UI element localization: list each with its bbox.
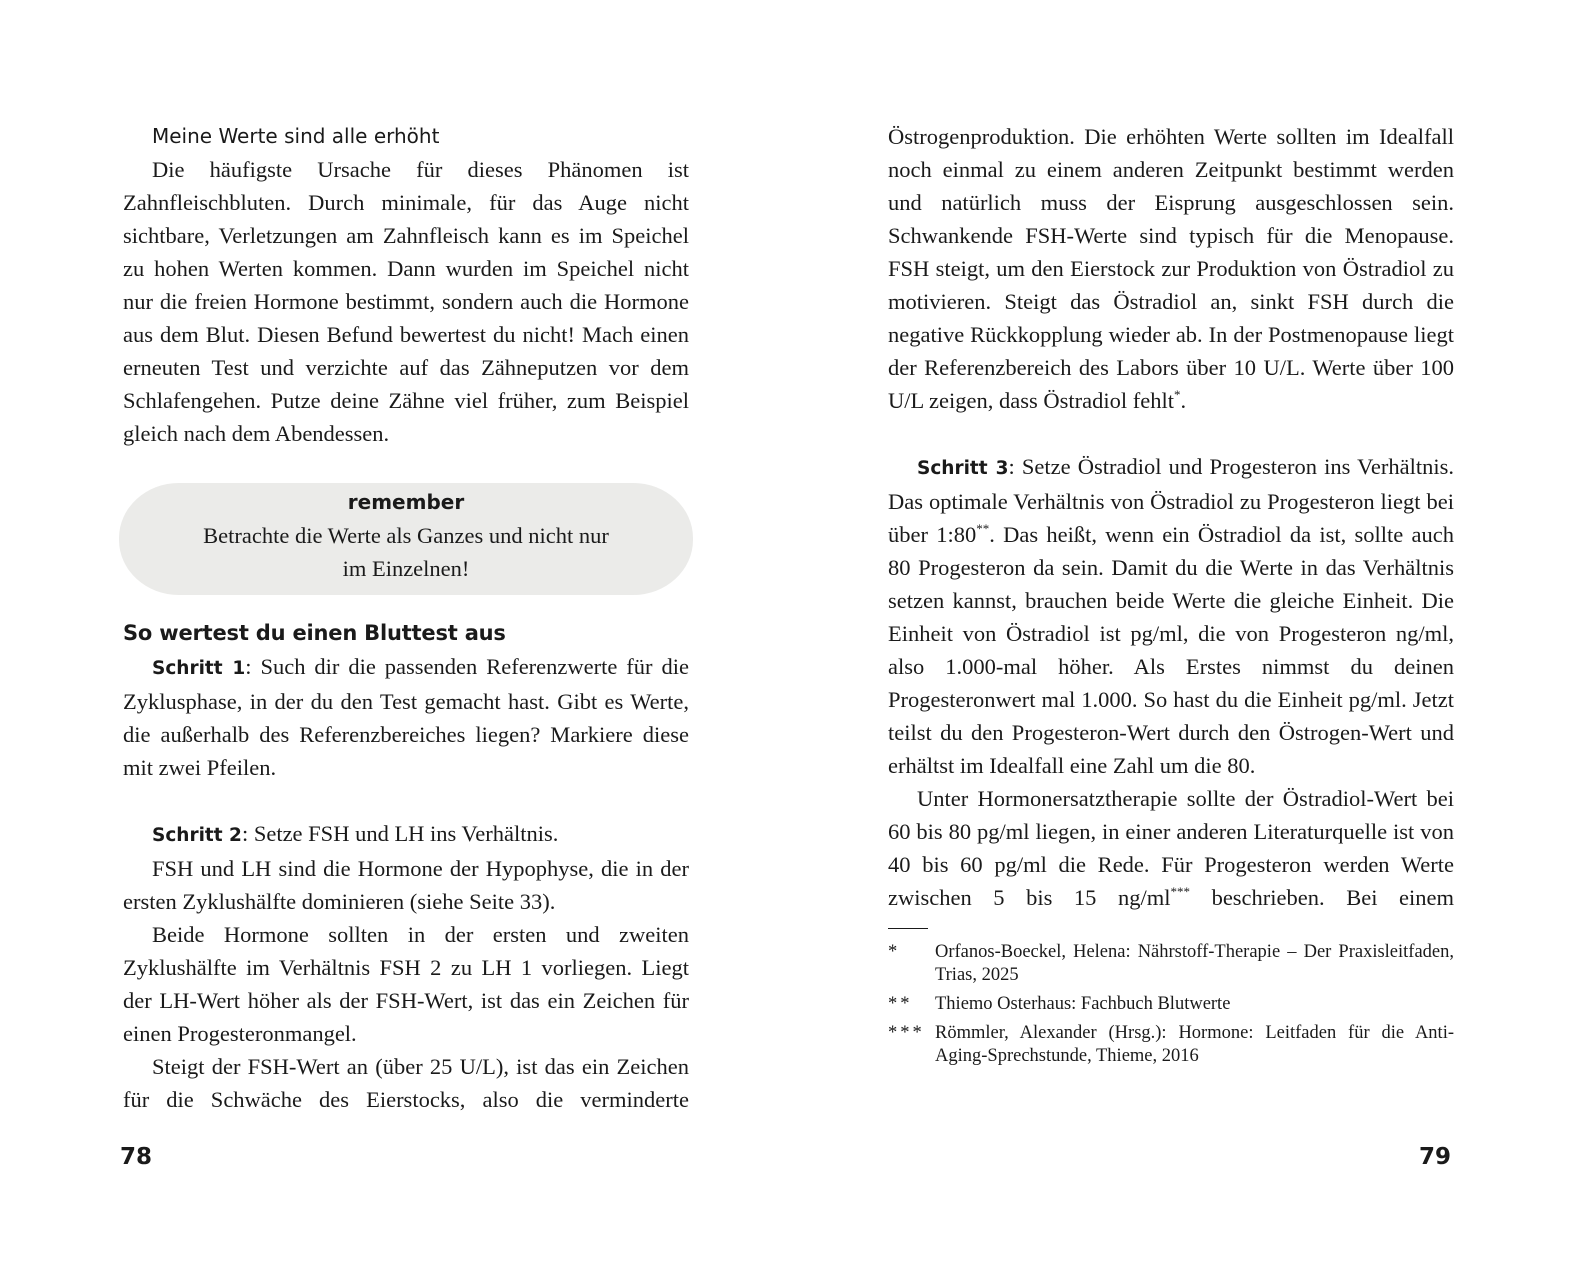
right-page [797,0,1594,1270]
footnote-3-text: Römmler, Alexander (Hrsg.): Hormone: Leitfaden für die Anti-Aging-Sprechstunde, Thieme, 2016 [935,1023,1454,1066]
remember-title: remember [347,490,465,514]
hrt-text-b: beschrieben. Bei einem [1190,885,1454,910]
left-text-column [123,120,689,1116]
subheading: Meine Werte sind alle erhöht [152,124,440,148]
footnote-2-text: Thiemo Osterhaus: Fachbuch Blutwerte [935,994,1231,1014]
remember-line-1: Betrachte die Werte als Ganzes und nicht nur [203,523,609,548]
footnote-divider [888,928,928,929]
continuation-text: Östrogenproduktion. Die erhöhten Werte sollten im Idealfall noch einmal zu einem anderen Zeitpunkt bestimmt werden und natürlich muss der Eisprung ausgeschlossen sein. Schwankende FSH-Werte sind typisch für die Menopause. FSH steigt, um den Eierstock zur Produktion von Östradiol zu motivieren. Steigt das Östradiol an, sinkt FSH durch die negative Rückkopplung wieder ab. In der Postmenopause liegt der Referenzbereich des Labors über 10 U/L. Werte über 100 U/L zeigen, dass Östradiol fehlt [888,124,1454,413]
step-3-text-a: : Setze Östradiol und Progesteron ins Verhältnis. Das optimale Verhältnis von Östradiol zu Progesteron liegt bei über 1:80 [888,454,1454,547]
footnote-2 [888,993,1454,1016]
footnote-ref-1: * [1173,387,1181,402]
footnote-1-mark: * [888,942,901,962]
remember-line-2: im Einzelnen! [342,556,470,581]
remember-box [119,483,693,595]
step-1-text: : Such dir die passenden Referenzwerte für die Zyklusphase, in der du den Test gemacht hast. Gibt es Werte, die außerhalb des Referenzbereiches liegen? Markiere diese mit zwei Pfeilen. [123,654,689,780]
paragraph-both-hormones: Beide Hormone sollten in der ersten und zweiten Zyklushälfte im Verhältnis FSH 2 zu LH 1 vorliegen. Liegt der LH-Wert höher als der FSH-Wert, ist das ein Zeichen für einen Progesteronmangel. [123,922,689,1046]
paragraph-fsh-rising: Steigt der FSH-Wert an (über 25 U/L), ist das ein Zeichen für die Schwäche des Eierstocks, also die verminderte [123,1054,689,1112]
footnote-3 [888,1022,1454,1068]
paragraph-gum-bleeding: Die häufigste Ursache für dieses Phänomen ist Zahnfleischbluten. Durch minimale, für das Auge nicht sichtbare, Verletzungen am Zahnfleisch kann es im Speichel zu hohen Werten kommen. Dann wurden im Speichel nicht nur die freien Hormone bestimmt, sondern auch die Hormone aus dem Blut. Diesen Befund bewertest du nicht! Mach einen erneuten Test und verzichte auf das Zähneputzen vor dem Schlafengehen. Putze deine Zähne viel früher, zum Beispiel gleich nach dem Abendessen. [123,157,689,446]
page-number-right: 79 [1419,1144,1452,1170]
paragraph-step-1 [123,650,689,784]
step-3-label: Schritt 3 [917,458,1009,479]
hrt-text-a: Unter Hormonersatztherapie sollte der Östradiol-Wert bei 60 bis 80 pg/ml liegen, in einer anderen Literaturquelle ist von 40 bis 60 pg/ml die Rede. Für Progesteron werden Werte zwischen 5 bis 15 ng/ml [888,786,1454,910]
footnote-ref-3: *** [1170,884,1190,899]
step-2-label: Schritt 2 [152,825,242,846]
remember-text [149,519,663,585]
step-3-text-b: . Das heißt, wenn ein Östradiol da ist, sollte auch 80 Progesteron da sein. Damit du die Werte in das Verhältnis setzen kannst, brauchen beide Werte die gleiche Einheit. Die Einheit von Östradiol ist pg/ml, die von Progesteron ng/ml, also 1.000-mal höher. Als Erstes nimmst du deinen Progesteronwert mal 1.000. So hast du die Einheit pg/ml. Jetzt teilst du den Progesteron-Wert durch den Östrogen-Wert und erhältst im Idealfall eine Zahl um die 80. [888,522,1455,778]
step-2-text: : Setze FSH und LH ins Verhältnis. [241,821,559,846]
footnote-1-text: Orfanos-Boeckel, Helena: Nährstoff-Therapie – Der Praxisleitfaden, Trias, 2025 [935,942,1454,985]
footnote-1 [888,941,1454,987]
paragraph-hormone-therapy [888,782,1454,914]
paragraph-fsh-lh: FSH und LH sind die Hormone der Hypophyse, die in der ersten Zyklushälfte dominieren (siehe Seite 33). [123,856,689,914]
paragraph-step-2 [123,817,689,852]
paragraph-step-3 [888,450,1454,782]
footnote-3-mark: *** [888,1023,925,1043]
right-text-column [888,120,1454,1074]
step-1-label: Schritt 1 [152,658,246,679]
footnote-ref-2: ** [976,521,990,536]
page-number-left: 78 [120,1144,153,1170]
footnote-2-mark: ** [888,994,913,1014]
paragraph-continuation: Östrogenproduktion. Die erhöhten Werte sollten im Idealfall noch einmal zu einem anderen Zeitpunkt bestimmt werden und natürlich muss der Eisprung ausgeschlossen sein. Schwankende FSH-Werte sind typisch für die Menopause. FSH steigt, um den Eierstock zur Produktion von Östradiol zu motivieren. Steigt das Östradiol an, sinkt FSH durch die negative Rückkopplung wieder ab. In der Postmenopause liegt der Referenzbereich des Labors über 10 U/L. Werte über 100 U/L zeigen, dass Östradiol fehlt*. [888,124,1454,413]
section-heading: So wertest du einen Bluttest aus [123,621,506,645]
